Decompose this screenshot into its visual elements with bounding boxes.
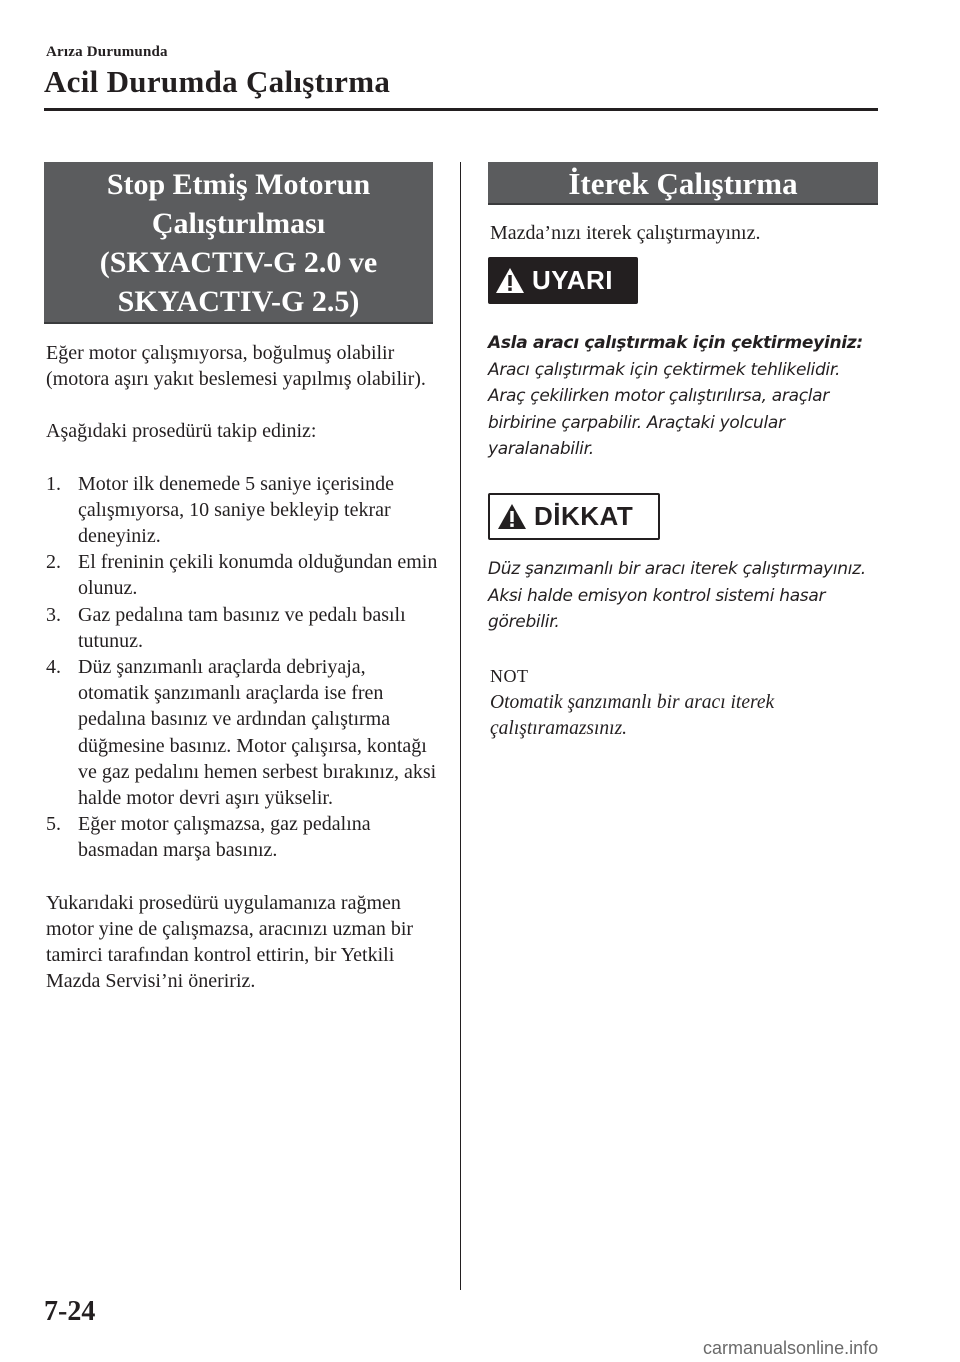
step-number: 5. bbox=[46, 813, 61, 836]
section-header-stop-engine bbox=[44, 162, 433, 324]
warning-block bbox=[488, 330, 878, 463]
warning-triangle-icon bbox=[488, 257, 532, 304]
procedure-step bbox=[46, 811, 440, 863]
step-text: Eğer motor çalışmazsa, gaz pedalına basmadan marşa basınız. bbox=[78, 813, 371, 862]
caution-text: Düz şanzımanlı bir aracı iterek çalıştırmayınız. Aksi halde emisyon kontrol sistemi hasar görebilir. bbox=[488, 559, 866, 632]
step-text: El freninin çekili konumda olduğundan emin olunuz. bbox=[78, 551, 438, 600]
procedure-steps bbox=[46, 471, 440, 864]
warning-badge bbox=[488, 257, 638, 304]
step-number: 1. bbox=[46, 472, 61, 495]
section-title-line: Stop Etmiş Motorun bbox=[106, 168, 371, 201]
closing-paragraph: Yukarıdaki prosedürü uygulamanıza rağmen motor yine de çalışmazsa, aracınızı uzman bir tamirci tarafından kontrol ettirin, bir Yetkili Mazda Servisi’ni öneririz. bbox=[46, 891, 414, 993]
watermark: carmanualsonline.info bbox=[703, 1338, 879, 1358]
section-title-line: SKYACTIV-G 2.5) bbox=[117, 285, 360, 318]
step-text: Düz şanzımanlı araçlarda debriyaja, otomatik şanzımanlı araçlarda ise fren pedalına basınız ve ardından çalıştırma düğmesine basınız. Motor çalışırsa, kontağı ve gaz pedalını hemen serbest bırakınız, aksi halde motor devri aşırı yükselir. bbox=[78, 656, 437, 810]
procedure-step bbox=[46, 602, 440, 654]
column-divider bbox=[460, 162, 461, 1290]
step-number: 4. bbox=[46, 656, 61, 679]
step-text: Motor ilk denemede 5 saniye içerisinde çalışmıyorsa, 10 saniye bekleyip tekrar deneyiniz. bbox=[78, 472, 395, 548]
step-text: Gaz pedalına tam basınız ve pedalı basılı tutunuz. bbox=[78, 603, 406, 652]
warning-label: UYARI bbox=[532, 265, 614, 295]
section-title-line: Çalıştırılması bbox=[151, 207, 326, 240]
step-number: 2. bbox=[46, 551, 61, 574]
breadcrumb: Arıza Durumunda bbox=[46, 44, 168, 60]
title-rule bbox=[44, 108, 878, 111]
page-number: 7-24 bbox=[44, 1296, 96, 1327]
caution-label: DİKKAT bbox=[534, 501, 634, 531]
procedure-step bbox=[46, 549, 440, 601]
intro-paragraph: Eğer motor çalışmıyorsa, boğulmuş olabilir (motora aşırı yakıt beslemesi yapılmış olabilir). bbox=[46, 342, 426, 391]
procedure-step bbox=[46, 654, 440, 811]
warning-text: Aracı çalıştırmak için çektirmek tehlikelidir. Araç çekilirken motor çalıştırılırsa, araçlar birbirine çarpabilir. Araçtaki yolcular yaralanabilir. bbox=[488, 359, 841, 459]
page-title: Acil Durumda Çalıştırma bbox=[44, 64, 391, 99]
note-text: Otomatik şanzımanlı bir aracı iterek çalıştıramazsınız. bbox=[490, 692, 775, 739]
push-start-intro: Mazda’nızı iterek çalıştırmayınız. bbox=[490, 222, 761, 244]
note-label: NOT bbox=[490, 666, 529, 686]
step-number: 3. bbox=[46, 603, 61, 626]
section-header-push-start: İterek Çalıştırma bbox=[488, 162, 878, 205]
instruction-paragraph: Aşağıdaki prosedürü takip ediniz: bbox=[46, 420, 317, 443]
warning-title: Asla aracı çalıştırmak için çektirmeyiniz: bbox=[488, 333, 863, 353]
caution-badge bbox=[488, 493, 660, 540]
left-column-body bbox=[46, 340, 440, 1020]
procedure-step bbox=[46, 471, 440, 550]
section-title-line: (SKYACTIV-G 2.0 ve bbox=[99, 246, 378, 279]
caution-triangle-icon bbox=[490, 493, 534, 540]
